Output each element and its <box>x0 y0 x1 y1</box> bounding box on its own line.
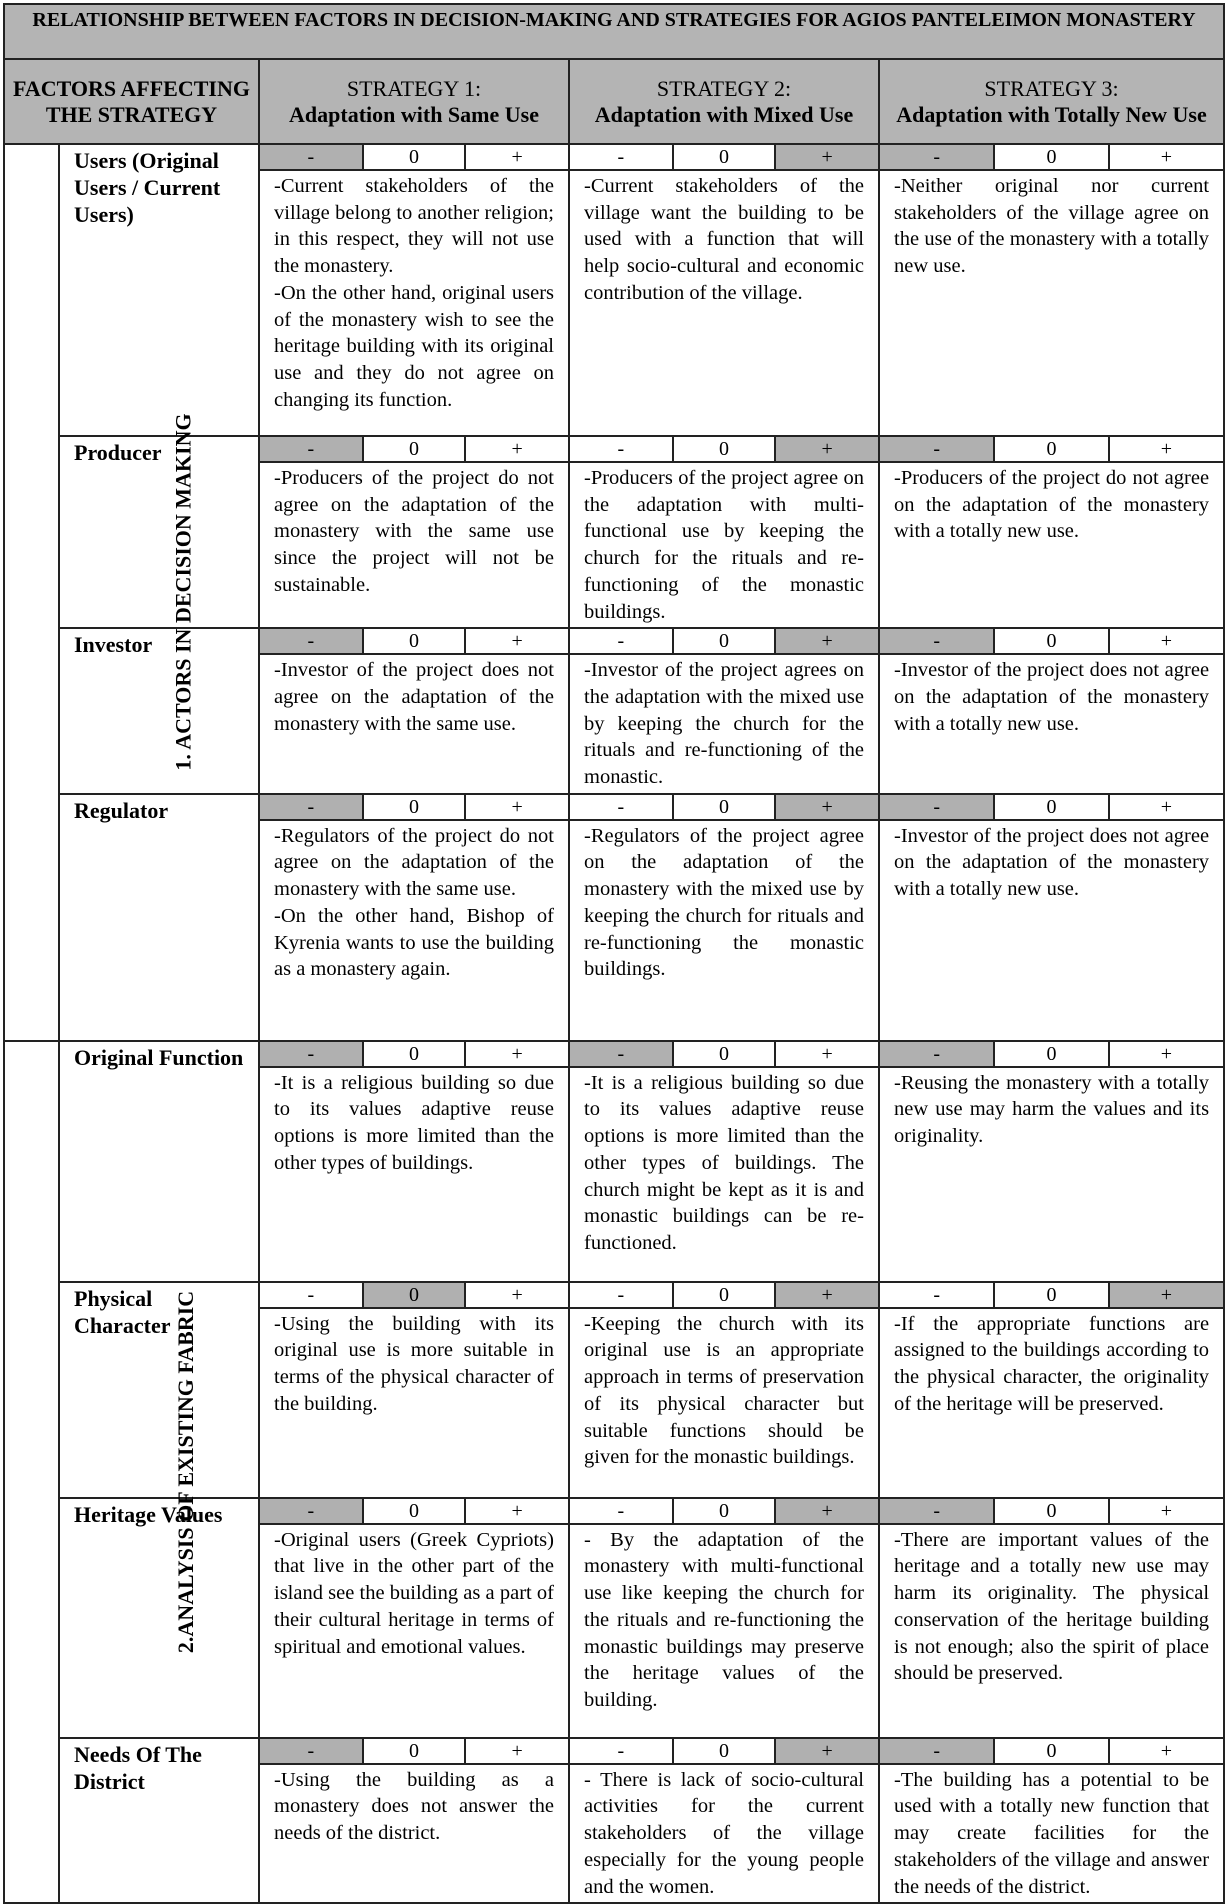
strategy-description <box>570 1309 878 1473</box>
rating-option: - <box>570 795 673 820</box>
description-paragraph: -On the other hand, original users of the monastery wish to see the heritage building with its original use and they do not agree on changing its function. <box>274 281 554 411</box>
description-paragraph: -On the other hand, Bishop of Kyrenia wants to use the building as a monastery again. <box>274 904 554 981</box>
rating-option: + <box>465 1283 568 1308</box>
rating-option: - <box>880 795 994 820</box>
rating-option: 0 <box>673 795 776 820</box>
description-paragraph: -It is a religious building so due to its values adaptive reuse options is more limited than the other types of buildings. <box>274 1071 554 1174</box>
strategy-description <box>880 1765 1223 1903</box>
section-label: 2.ANALYSIS OF EXISTING FABRIC <box>173 1290 199 1654</box>
rating-scale <box>570 1739 878 1765</box>
rating-scale <box>570 145 878 171</box>
strategy-2-title: Adaptation with Mixed Use <box>594 101 854 127</box>
description-paragraph: -Investor of the project does not agree on the adaptation of the monastery with a totally new use. <box>894 659 1210 735</box>
rating-scale <box>570 629 878 655</box>
rating-option: + <box>775 1499 878 1524</box>
rating-scale <box>570 437 878 463</box>
strategy-3-cell <box>879 436 1224 628</box>
rating-scale <box>570 795 878 821</box>
header-strategy-1 <box>259 59 569 144</box>
rating-scale <box>570 1283 878 1309</box>
rating-option: - <box>880 1739 994 1764</box>
strategy-3-cell <box>879 1738 1224 1904</box>
description-paragraph: -Keeping the church with its original use is an appropriate approach in terms of preservation of its physical character but suitable functions should be given for the monastic buildings. <box>584 1312 864 1469</box>
rating-option: - <box>260 1499 363 1524</box>
strategy-description <box>880 1068 1223 1152</box>
factor-row <box>4 794 1224 1041</box>
factor-name: Producer <box>59 436 259 628</box>
rating-option: - <box>570 629 673 654</box>
rating-option: 0 <box>363 629 466 654</box>
rating-option: 0 <box>363 145 466 170</box>
rating-option: 0 <box>994 145 1108 170</box>
rating-option: + <box>465 629 568 654</box>
rating-option: 0 <box>994 795 1108 820</box>
description-paragraph: -Producers of the project do not agree on the adaptation of the monastery with the same use since the project will not be sustainable. <box>274 467 554 596</box>
rating-option: 0 <box>363 1499 466 1524</box>
strategy-3-cell <box>879 144 1224 436</box>
strategy-description <box>260 1525 568 1663</box>
rating-scale <box>880 437 1223 463</box>
decision-table <box>3 3 1225 1904</box>
description-paragraph: -Original users (Greek Cypriots) that live in the other part of the island see the building as a part of their cultural heritage in terms of spiritual and emotional values. <box>274 1528 554 1658</box>
description-paragraph: -Producers of the project do not agree on the adaptation of the monastery with a totally new use. <box>894 467 1210 543</box>
factor-name: Original Function <box>59 1041 259 1282</box>
rating-option: - <box>570 437 673 462</box>
rating-option: + <box>1109 437 1223 462</box>
rating-option: 0 <box>673 1042 776 1067</box>
strategy-2-cell <box>569 794 879 1041</box>
strategy-3-cell <box>879 794 1224 1041</box>
rating-option: + <box>775 1739 878 1764</box>
rating-scale <box>260 145 568 171</box>
strategy-2-cell <box>569 1282 879 1498</box>
description-paragraph: -Regulators of the project do not agree on the adaptation of the monastery with the same use. <box>274 824 554 901</box>
rating-option: 0 <box>994 1283 1108 1308</box>
rating-option: 0 <box>994 437 1108 462</box>
rating-option: + <box>775 145 878 170</box>
rating-option: - <box>260 1042 363 1067</box>
strategy-3-cell <box>879 1282 1224 1498</box>
strategy-description <box>260 655 568 739</box>
header-strategy-3 <box>879 59 1224 144</box>
rating-option: - <box>570 1499 673 1524</box>
rating-option: 0 <box>994 1499 1108 1524</box>
rating-scale <box>260 1042 568 1068</box>
rating-option: + <box>1109 1499 1223 1524</box>
rating-option: - <box>260 795 363 820</box>
strategy-description <box>570 655 878 793</box>
rating-option: + <box>465 145 568 170</box>
rating-option: 0 <box>673 1283 776 1308</box>
rating-option: + <box>775 629 878 654</box>
strategy-2-cell <box>569 1041 879 1282</box>
description-paragraph: -Investor of the project does not agree on the adaptation of the monastery with a totally new use. <box>894 824 1210 901</box>
rating-option: - <box>880 437 994 462</box>
strategy-3-cell <box>879 628 1224 794</box>
rating-scale <box>880 1042 1223 1068</box>
description-paragraph: -Producers of the project agree on the adaptation with multi-functional use by keeping the church for the rituals and re-functioning of the monastic buildings. <box>584 467 864 623</box>
rating-scale <box>880 1499 1223 1525</box>
strategy-2-number: STRATEGY 2: <box>656 75 792 101</box>
description-paragraph: -Using the building as a monastery does not answer the needs of the district. <box>274 1768 554 1845</box>
strategy-description <box>880 1309 1223 1420</box>
rating-option: 0 <box>363 795 466 820</box>
description-paragraph: - By the adaptation of the monastery with multi-functional use like keeping the church for the rituals and re-functioning the monastic buildings may preserve the heritage values of the building. <box>584 1528 864 1711</box>
description-paragraph: -Using the building with its original use is more suitable in terms of the physical character of the building. <box>274 1312 554 1415</box>
description-paragraph: -Investor of the project does not agree on the adaptation of the monastery with the same use. <box>274 659 554 735</box>
rating-option: + <box>775 1042 878 1067</box>
factor-name: Needs Of The District <box>59 1738 259 1904</box>
strategy-description <box>260 821 568 985</box>
rating-scale <box>880 1283 1223 1309</box>
strategy-1-cell <box>259 436 569 628</box>
strategy-description <box>570 171 878 309</box>
factor-row <box>4 1041 1224 1282</box>
rating-option: 0 <box>363 1283 466 1308</box>
rating-option: 0 <box>994 1042 1108 1067</box>
strategy-description <box>260 1309 568 1420</box>
description-paragraph: - There is lack of socio-cultural activities for the current stakeholders of the village especially for the young people and the women. <box>584 1768 864 1898</box>
rating-option: - <box>260 437 363 462</box>
rating-scale <box>880 1739 1223 1765</box>
strategy-description <box>570 1068 878 1259</box>
rating-option: - <box>260 629 363 654</box>
strategy-2-cell <box>569 1738 879 1904</box>
description-paragraph: -There are important values of the heritage and a totally new use may harm its originality. The physical conservation of the heritage building is not enough; also the spirit of place should be preserved. <box>894 1528 1210 1685</box>
strategy-2-cell <box>569 436 879 628</box>
strategy-description <box>570 463 878 627</box>
strategy-description <box>260 1068 568 1179</box>
rating-option: + <box>1109 629 1223 654</box>
header-factors: FACTORS AFFECTING THE STRATEGY <box>4 59 259 144</box>
description-paragraph: -It is a religious building so due to its values adaptive reuse options is more limited than the other types of buildings. The church might be kept as it is and monastic buildings can be re-functioned. <box>584 1071 864 1254</box>
rating-option: 0 <box>673 1739 776 1764</box>
strategy-1-number: STRATEGY 1: <box>346 75 482 101</box>
strategy-3-cell <box>879 1498 1224 1738</box>
rating-scale <box>880 795 1223 821</box>
strategy-1-cell <box>259 1498 569 1738</box>
rating-option: + <box>775 437 878 462</box>
description-paragraph: -If the appropriate functions are assigned to the buildings according to the physical character, the originality of the heritage will be preserved. <box>894 1312 1210 1415</box>
rating-option: + <box>465 795 568 820</box>
rating-option: 0 <box>994 629 1108 654</box>
rating-option: - <box>570 1042 673 1067</box>
rating-option: 0 <box>363 1739 466 1764</box>
factor-name: Investor <box>59 628 259 794</box>
description-paragraph: -Reusing the monastery with a totally new use may harm the values and its originality. <box>894 1071 1210 1148</box>
rating-option: + <box>1109 1042 1223 1067</box>
strategy-3-cell <box>879 1041 1224 1282</box>
rating-option: - <box>880 1499 994 1524</box>
rating-scale <box>260 795 568 821</box>
rating-option: 0 <box>994 1739 1108 1764</box>
description-paragraph: -Regulators of the project agree on the adaptation of the monastery with the mixed use by keeping the church for rituals and re-functioning the monastic buildings. <box>584 824 864 981</box>
rating-option: + <box>465 437 568 462</box>
strategy-1-cell <box>259 1041 569 1282</box>
rating-scale <box>570 1042 878 1068</box>
description-paragraph: -The building has a potential to be used with a totally new function that may create facilities for the stakeholders of the village and answer the needs of the district. <box>894 1768 1210 1898</box>
rating-option: - <box>260 145 363 170</box>
section-label: 1. ACTORS IN DECISION MAKING <box>170 413 196 771</box>
factor-name: Regulator <box>59 794 259 1041</box>
strategy-description <box>260 171 568 415</box>
rating-option: - <box>570 145 673 170</box>
strategy-description <box>880 463 1223 547</box>
rating-option: + <box>1109 1283 1223 1308</box>
rating-option: 0 <box>363 1042 466 1067</box>
strategy-1-cell <box>259 628 569 794</box>
rating-option: - <box>880 1042 994 1067</box>
rating-option: 0 <box>673 437 776 462</box>
strategy-3-number: STRATEGY 3: <box>984 75 1119 101</box>
rating-option: 0 <box>673 629 776 654</box>
strategy-description <box>260 463 568 601</box>
factor-row <box>4 144 1224 436</box>
rating-option: + <box>465 1499 568 1524</box>
rating-scale <box>880 629 1223 655</box>
strategy-1-title: Adaptation with Same Use <box>289 101 539 127</box>
factor-name: Physical Character <box>59 1282 259 1498</box>
rating-scale <box>260 1283 568 1309</box>
description-paragraph: -Neither original nor current stakeholders of the village agree on the use of the monastery with a totally new use. <box>894 175 1210 278</box>
strategy-description <box>570 1525 878 1716</box>
strategy-2-cell <box>569 628 879 794</box>
strategy-description <box>880 655 1223 739</box>
strategy-description <box>570 821 878 985</box>
strategy-description <box>880 1525 1223 1689</box>
rating-scale <box>260 1739 568 1765</box>
factor-name: Users (Original Users / Current Users) <box>59 144 259 436</box>
rating-option: + <box>1109 1739 1223 1764</box>
strategy-description <box>570 1765 878 1903</box>
strategy-description <box>880 171 1223 282</box>
strategy-1-cell <box>259 1282 569 1498</box>
description-paragraph: -Current stakeholders of the village belong to another religion; in this respect, they will not use the monastery. <box>274 175 554 278</box>
rating-scale <box>880 145 1223 171</box>
rating-option: + <box>775 1283 878 1308</box>
rating-option: - <box>260 1739 363 1764</box>
header-strategy-2 <box>569 59 879 144</box>
rating-scale <box>260 437 568 463</box>
strategy-1-cell <box>259 794 569 1041</box>
strategy-1-cell <box>259 1738 569 1904</box>
rating-scale <box>570 1499 878 1525</box>
rating-option: - <box>880 1283 994 1308</box>
strategy-3-title: Adaptation with Totally New Use <box>896 101 1207 127</box>
rating-option: - <box>260 1283 363 1308</box>
rating-option: + <box>1109 145 1223 170</box>
rating-option: - <box>880 145 994 170</box>
rating-option: - <box>570 1739 673 1764</box>
description-paragraph: -Investor of the project agrees on the adaptation with the mixed use by keeping the church for the rituals and re-functioning of the monastic. <box>584 659 864 789</box>
rating-scale <box>260 629 568 655</box>
rating-option: - <box>880 629 994 654</box>
strategy-2-cell <box>569 1498 879 1738</box>
rating-scale <box>260 1499 568 1525</box>
strategy-description <box>260 1765 568 1849</box>
rating-option: + <box>465 1739 568 1764</box>
factor-name: Heritage Values <box>59 1498 259 1738</box>
strategy-description <box>880 821 1223 905</box>
rating-option: + <box>1109 795 1223 820</box>
strategy-1-cell <box>259 144 569 436</box>
rating-option: 0 <box>673 145 776 170</box>
factor-row <box>4 1738 1224 1904</box>
rating-option: 0 <box>363 437 466 462</box>
description-paragraph: -Current stakeholders of the village want the building to be used with a function that will help socio-cultural and economic contribution of the village. <box>584 175 864 304</box>
rating-option: 0 <box>673 1499 776 1524</box>
rating-option: - <box>570 1283 673 1308</box>
strategy-2-cell <box>569 144 879 436</box>
rating-option: + <box>775 795 878 820</box>
table-title: RELATIONSHIP BETWEEN FACTORS IN DECISION-MAKING AND STRATEGIES FOR AGIOS PANTELEIMON MONASTERY <box>4 4 1224 59</box>
rating-option: + <box>465 1042 568 1067</box>
